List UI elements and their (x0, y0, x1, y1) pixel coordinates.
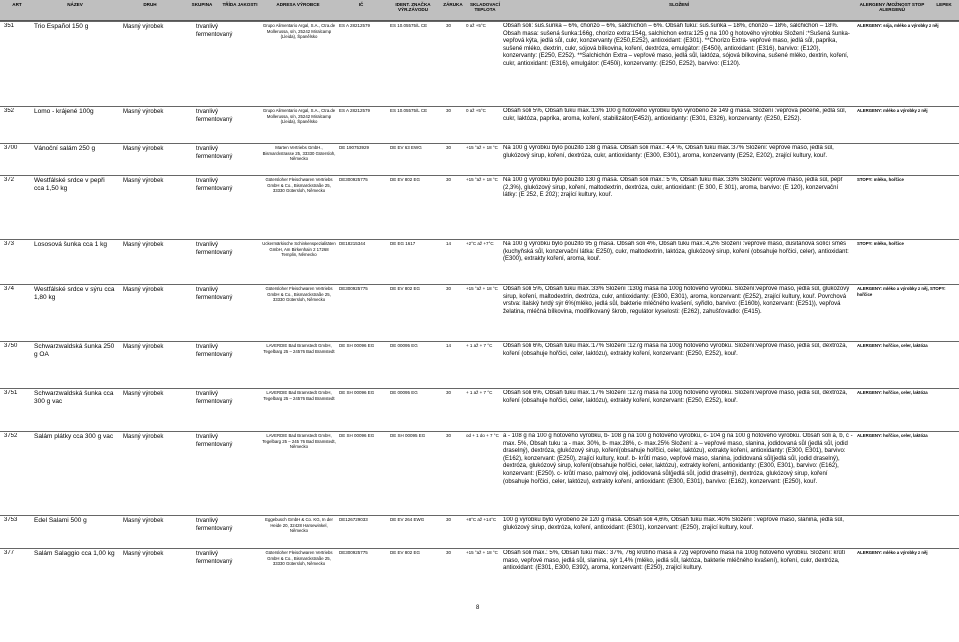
cell-art: 3700 (4, 145, 18, 151)
cell-alergeny: ALERGENY: mléko a výrobky z něj (857, 550, 928, 555)
cell-slozeni: Na 100 g výrobku bylo použito 138 g masa. Obsah soli max.: 4,4 %, Obsah tuku max.:37% Složení: vepřové maso, jedlá sůl, glukózový sirup, koření, dextróza, cukr, antioxidanty: (E300, E301), aroma, konzervanty (E252, E202), zrající kultury, kouř. (503, 145, 834, 159)
cell-alergeny: STOPY: mléko, hořčice (857, 241, 904, 246)
cell-nazev: Trio Español 150 g (34, 23, 89, 30)
cell-alergeny (857, 517, 957, 548)
cell-nazev: Salám Salaggio cca 1,00 kg (34, 550, 115, 557)
header-ic: IČ (358, 2, 364, 7)
cell-alergeny (857, 145, 957, 175)
cell-slozeni: a - 108 g na 100 g hotového výrobku, b- 108 g na 100 g hotového výrobku, c- 104 g na 100 g hotového výrobku. Obsah soli a, b, c - max. 5%, Obsah tuku :a - max. 30%, b- max.28%, c- max.25% Složení: a – vepřové maso, slanina, jodidovaná sůl (jedlá sůl, jodid draselný), dextróza, glukózový sirup, koření(obsahuje hořčici, celer, laktózu), extrakty koření, antioxidanty: (E300, E301), barvivo: (E162), konzervant: (E250), zrající kultury, kouř. b- krůtí maso, vepřové maso, slanina, jodidovaná sůl(jedlá sůl, jodid draselný), dextróza, glukózový sirup, koření(obsahuje hořčici, celer, laktózu), extrakty koření, antioxidanty: (E300, E301), barvivo: (E162), konzervant: (E250). c- krůtí maso, palmový olej, jodidovaná sůl(jedlá sůl, jodid draselný), dextróza, glukózový sirup, koření (obsahuje hořčici, celer, laktózu), extrakty koření, antioxidant: (E300, E301), barvivo: (E162), konzervant: (E250), kouř. (503, 433, 853, 485)
header-zaruka: ZÁRUKA (443, 2, 463, 7)
cell-alergeny: ALERGENY: sója, mléko a výrobky z něj (857, 23, 939, 28)
cell-skupina: trvanlivý fermentovaný (196, 551, 233, 565)
cell-skupina: trvanlivý fermentovaný (196, 391, 233, 405)
cell-slozeni: Na 100 g výrobku bylo použito 95 g masa. Obsah soli 4%, Obsah tuku max.:4,2% Složení :vepřové maso, dusitanová solící směs (kuchyňská sůl, konzervační látka: E250), cukr, maltodextrin, laktóza, glukózový sirup, koření (obsahuje hořčici, celer), antioxidant: (E300), extrakty koření, aroma, kouř. (503, 241, 849, 263)
table-row (0, 341, 959, 389)
cell-art: 377 (4, 550, 15, 556)
cell-adresa: Uckermärkische Schinkenspezialitäten GmbH, Am Birkenhain 2 17268 Templin, Německo (262, 241, 336, 257)
header-druh: DRUH (143, 2, 157, 7)
cell-skupina: trvanlivý fermentovaný (196, 434, 233, 448)
cell-druh: Masný výrobek (123, 242, 164, 248)
cell-zaruka: 30 (446, 108, 452, 113)
cell-nazev: Schwarzwaldská šunka cca 300 g vac (34, 390, 114, 405)
cell-teplota: +15 °až + 18 °C (466, 177, 498, 182)
cell-druh: Masný výrobek (123, 518, 164, 524)
cell-nazev: Salám plátky cca 300 g vac (34, 433, 114, 440)
cell-skupina: trvanlivý fermentovaný (196, 146, 233, 160)
header-skupina: SKUPINA (191, 2, 213, 7)
cell-alergeny: ALERGENY: hořčice, celer, laktóza (857, 390, 928, 395)
cell-teplota: + 1 až + 7 °C (466, 343, 493, 348)
cell-zaruka: 30 (446, 517, 452, 522)
table-row (0, 106, 959, 144)
cell-druh: Masný výrobek (123, 24, 164, 30)
cell-adresa: Eggebusch GmbH & Co. KG, In der Heide 20, 32428 Harsewinkel, Německo (265, 517, 333, 533)
cell-slozeni: Obsah soli 6%, Obsah tuku max.:17% Složení :127g masa na 100g hotového výrobku. Složení:vepřové maso, jedlá sůl, dextróza, koření (obsahuje hořčici, celer, laktózu), extrakty koření, konzervant: (E250, E252), kouř. (503, 390, 848, 404)
cell-ic: ES A 28212579 (339, 108, 371, 113)
cell-zaruka: 30 (446, 145, 452, 150)
cell-slozeni: Obsah soli 5%, Obsah tuku max.:33% Složení :130g masa na 100g hotového výrobku. Složení:vepřové maso, jedlá sůl, glukózový sirup, koření, maltodextrin, dextróza, cukr, antioxidanty: (E300, E301), aroma, konzervant: (E252), zrající kultury, kouř. Povrchová vrstva: italský tvrdý sýr 6%(mléko, jedlá sůl, bakterie mléčného kvašení, syřidlo, barvivo: (E160b), konzervant: (E251)), vepřová želatina, mléčná bílkovina, modifikovaný škrob, regulátor kyselosti: (E262), zahušťovadlo: (E415). (503, 286, 850, 315)
cell-zaruka: 30 (446, 433, 452, 438)
cell-teplota: +2°C až +7°C (466, 241, 494, 246)
header-slozeni: SLOŽENÍ (669, 2, 689, 7)
cell-zaruka: 14 (446, 241, 452, 246)
cell-art: 352 (4, 108, 15, 114)
page-number: 8 (476, 605, 480, 611)
cell-skupina: trvanlivý fermentovaný (196, 287, 233, 301)
header-ident: IDENT. ZNAČKA VÝR.ZÁVODU (395, 2, 431, 13)
table-row (0, 284, 959, 342)
cell-skupina: trvanlivý fermentovaný (196, 344, 233, 358)
cell-ident: DE EV 802 EG (390, 286, 421, 291)
table-row (0, 515, 959, 549)
table-header (0, 0, 959, 21)
header-trida: TŘÍDA JAKOSTI (222, 2, 258, 7)
cell-druh: Masný výrobek (123, 551, 164, 557)
cell-slozeni: Obsah soli 6%, Obsah tuku max.:17% Složení :127g masa na 100g hotového výrobku. Složení:vepřové maso, jedlá sůl, dextróza, koření (obsahuje hořčici, celer, laktózu), extrakty koření, konzervant: (E250, E252), kouř. (503, 343, 848, 357)
cell-ident: DE 00095 EG (390, 390, 418, 395)
cell-nazev: Lomo - krájené 100g (34, 108, 94, 115)
cell-adresa: Grupo Alimentario Argal, S.A., Ctra.de Mollerussa, s/n, 25242 Miralcamp (Lleida), Španělsko (262, 108, 336, 124)
header-adresa: ADRESA VÝROBCE (276, 2, 320, 7)
cell-ident: DE EV 802 EG (390, 550, 421, 555)
cell-nazev: Westfálské srdce v pepři cca 1,50 kg (34, 177, 105, 192)
cell-ident: DE EV 264 EWG (390, 517, 425, 522)
table-row (0, 175, 959, 240)
cell-art: 3751 (4, 390, 18, 396)
cell-adresa: LAVERDIE Bad Bramstedt GmbH, Tegelbarg 25 – 24576 Bad Bramstedt (263, 390, 335, 401)
cell-teplota: +15 °až + 18 °C (466, 286, 498, 291)
cell-ident: DE SH 00095 EG (390, 433, 426, 438)
header-nazev: NÁZEV (67, 2, 83, 7)
cell-slozeni: Na 100 g výrobku bylo použito 130 g masa. Obsah soli max.: 5 %, Obsah tuku max.:33% Složení: vepřové maso, jedlá sůl, pepř (2,3%), glukózový sirup, koření, maltodextrin, dextróza, cukr, antioxidant: (E 300, E 301), aroma, barvivo: (E 120), konzervační látky: (E 252, E 202); zrající kultury, kouř. (503, 177, 843, 199)
cell-adresa: Grupo Alimentario Argal, S.A., Ctra.de Mollerussa, s/n, 25242 Miralcamp (Lleida), Španělsko (262, 23, 336, 39)
cell-art: 351 (4, 23, 15, 29)
cell-ident: DE EV 63 EWG (390, 145, 422, 150)
cell-alergeny: ALERGENY: mléko a výrobky z něj (857, 108, 928, 113)
cell-adresa: Gütersloher Fleischwaren Vertriebs GmbH & Co., Bismarckstraße 25, 33330 Gütersloh, Německo (265, 286, 333, 302)
cell-druh: Masný výrobek (123, 391, 164, 397)
cell-druh: Masný výrobek (123, 109, 164, 115)
cell-ident: DE 00095 EG (390, 343, 418, 348)
cell-ic: DE 190753929 (339, 145, 370, 150)
cell-ic: DE126729033 (339, 517, 368, 522)
cell-nazev: Schwarzwaldská šunka 250 g OA (34, 343, 115, 358)
table-row (0, 21, 959, 107)
cell-teplota: 0 až +5°C (466, 23, 486, 28)
cell-ident: ES 10.05575/L CE (390, 23, 428, 28)
header-alergeny: ALERGENY /MOŽNOST STOP ALERGENŮ (859, 2, 925, 13)
cell-art: 3753 (4, 517, 18, 523)
cell-druh: Masný výrobek (123, 287, 164, 293)
cell-skupina: trvanlivý fermentovaný (196, 24, 233, 38)
cell-skupina: trvanlivý fermentovaný (196, 178, 233, 192)
cell-skupina: trvanlivý fermentovaný (196, 242, 233, 256)
cell-druh: Masný výrobek (123, 434, 164, 440)
cell-zaruka: 30 (446, 23, 452, 28)
header-art: ART (12, 2, 22, 7)
cell-nazev: Edel Salami 500 g (34, 517, 87, 524)
cell-zaruka: 30 (446, 390, 452, 395)
cell-teplota: od + 1 do + 7 °C (466, 433, 499, 438)
cell-art: 3752 (4, 433, 18, 439)
cell-ic: DE SH 00096 EG (339, 390, 375, 395)
cell-zaruka: 30 (446, 550, 452, 555)
cell-art: 374 (4, 286, 15, 292)
cell-teplota: 0 až +5°C (466, 108, 486, 113)
cell-art: 3750 (4, 343, 18, 349)
header-lepek: LEPEK (936, 2, 952, 7)
cell-art: 372 (4, 177, 15, 183)
cell-alergeny: STOPY: mléko, hořčice (857, 177, 904, 182)
cell-ic: DE300925775 (339, 177, 368, 182)
table-row (0, 388, 959, 432)
cell-zaruka: 30 (446, 177, 452, 182)
table-row (0, 239, 959, 285)
cell-ic: ES A 28212579 (339, 23, 371, 28)
cell-slozeni: Obsah soli max.: 5%, Obsah tuku max.: 37%, 76g krůtího masa a 72g vepřového masa na 100g hotového výrobku. Složení: krůtí maso, vepřové maso, jedlá sůl, slanina, sýr 1,4% (mléko, jedlá sůl, laktóza, bakterie mléčného kvašení), koření, cukr, dextróza, antioxidant: (E301, E300, E392), aroma, konzervant: (E250), zrající kultury. (503, 550, 846, 572)
cell-slozeni: Obsah soli 5%, Obsah tuku max.:13% 100 g hotového výrobku bylo vyrobeno ze 149 g masa. Složení :vepřová pečeně, jedlá sůl, cukr, laktóza, paprika, aroma, koření, stabilizátor(E452i), antioxidanty: (E301, E326), konzervanty: (E250, E252). (503, 108, 847, 122)
cell-adresa: Gütersloher Fleischwaren Vertriebs GmbH & Co., Bismarckstraße 25, 33330 Gütersloh, Německo (265, 550, 333, 566)
cell-nazev: Lososová šunka cca 1 kg (34, 241, 107, 248)
table-row (0, 143, 959, 176)
cell-nazev: Vánoční salám 250 g (34, 145, 96, 152)
cell-ident: DE EV 802 EG (390, 177, 421, 182)
cell-teplota: +8°C až +14°C (466, 517, 497, 522)
cell-ic: DE300925775 (339, 286, 368, 291)
cell-skupina: trvanlivý fermentovaný (196, 518, 233, 532)
cell-ic: DE18215344 (339, 241, 366, 246)
table-row (0, 431, 959, 516)
cell-skupina: trvanlivý fermentovaný (196, 109, 233, 123)
cell-druh: Masný výrobek (123, 146, 164, 152)
cell-ic: DE SH 00096 EG (339, 433, 375, 438)
cell-teplota: +15 °až + 18 °C (466, 145, 498, 150)
cell-druh: Masný výrobek (123, 344, 164, 350)
cell-ident: DE EG 1617 (390, 241, 416, 246)
cell-ic: DE SH 00096 EG (339, 343, 375, 348)
cell-art: 373 (4, 241, 15, 247)
cell-ic: DE300925775 (339, 550, 368, 555)
cell-adresa: Marten Vertriebs GmbH., Bismarckstrasse 25, 33330 Gütersloh, Německo (262, 145, 336, 161)
cell-adresa: LAVERDIE Bad Bramstedt GmbH, Tegelbarg 25 – 245 76 Bad Bramstedt, Německo (262, 433, 336, 449)
cell-adresa: Gütersloher Fleischwaren Vertriebs GmbH & Co., Bismarckstraße 25, 33330 Gütersloh, Německo (265, 177, 333, 193)
cell-alergeny: ALERGENY: mléko a výrobky z něj, STOPY: hořčice (857, 286, 946, 297)
cell-zaruka: 14 (446, 343, 452, 348)
cell-slozeni: 100 g výrobku bylo vyrobeno ze 120 g masa. Obsah soli 4,6%, Obsah tuku max.:40% Složení : vepřové maso, slanina, jedlá sůl, glukózový sirup, dextróza, koření, antioxidant: (E301), konzervant: (E250), zrající kultury, kouř. (503, 517, 844, 531)
cell-adresa: LAVERDIE Bad Bramstedt GmbH, Tegelbarg 25 – 24576 Bad Bramstedt (263, 343, 335, 354)
cell-teplota: + 1 až + 7 °C (466, 390, 493, 395)
cell-zaruka: 30 (446, 286, 452, 291)
cell-alergeny: ALERGENY: hořčice, celer, laktóza (857, 343, 928, 348)
cell-alergeny: ALERGENY: hořčice, celer, laktóza (857, 433, 928, 438)
header-skladovaci: SKLADOVACÍ TEPLOTA (469, 2, 501, 13)
cell-teplota: +15 °až + 18 °C (466, 550, 498, 555)
cell-druh: Masný výrobek (123, 178, 164, 184)
cell-slozeni: Obsah soli: suš.šunka – 6%, chorizo – 6%, salchichon – 6%. Obsah tuku: suš.šunka – 18%, chorizo – 18%, salchichon – 18%. Obsah masa: sušená šunka:166g, chorizo extra:154g, salchichon extra:125 g na 100 g hotového výrobku Složení :*Sušená šunka- vepřová kýta, jedlá sůl, cukr, konzervanty (E250,E252), antioxidant: (E301). **Chorizo Extra- vepřové maso, jedlá sůl, paprika, sušené mléko, dextrin, cukr, sójová bílkovina, koření, dextróza, emulgátor: (E450i), antioxidant: (E316), barvivo: (E120), konzervanty: (E250, E252). **Salchichón Extra – vepřové maso, jedlá sůl, laktóza, sójová bílkovina, sušené mléko, dextrin, koření, cukr, antioxidant: (E316), emulgátor: (E450i), konzervanty: (E250, E252), barvivo: (E120). (503, 23, 850, 67)
cell-ident: ES 10.05575/L CE (390, 108, 428, 113)
table-row (0, 548, 959, 591)
cell-nazev: Westfálské srdce v sýru cca 1,80 kg (34, 286, 115, 301)
